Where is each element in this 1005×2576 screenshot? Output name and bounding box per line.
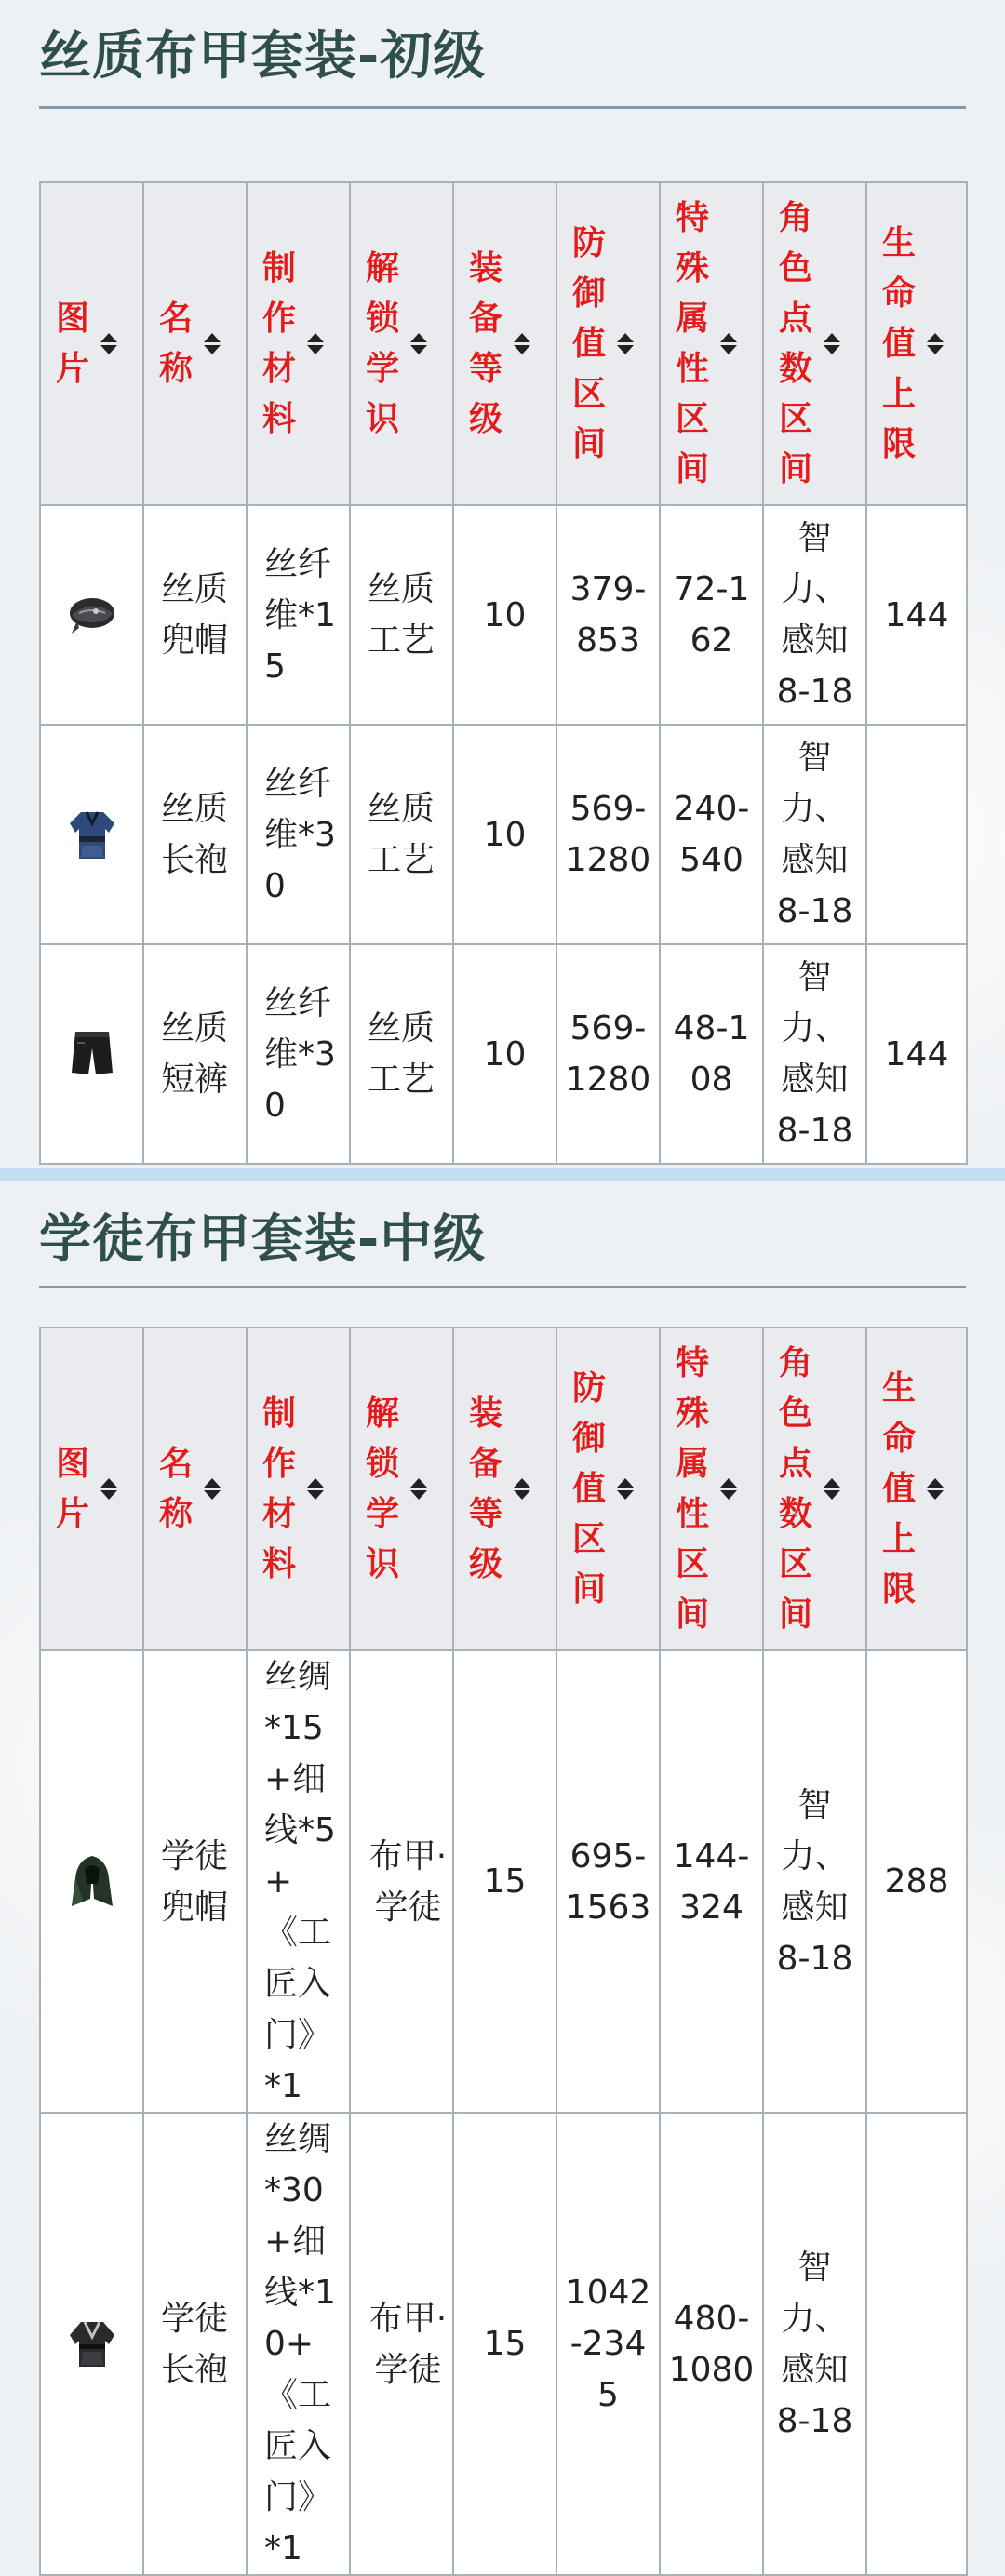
sort-icon[interactable] [100, 1478, 117, 1500]
item-hp: 144 [866, 944, 967, 1164]
title-underline [39, 1286, 966, 1288]
sort-icon[interactable] [617, 333, 634, 354]
item-hp [866, 2113, 967, 2575]
item-unlock: 布甲·学徒 [350, 2113, 453, 2575]
section-silk-set [0, 0, 1005, 1168]
dark-robe-icon [64, 2315, 120, 2374]
sort-icon[interactable] [824, 333, 840, 354]
section-title: 丝质布甲套装-初级 [39, 26, 487, 87]
header-name[interactable]: 名称 [143, 1328, 247, 1650]
header-image[interactable]: 图片 [40, 1328, 143, 1650]
item-defense: 569-1280 [556, 944, 660, 1164]
sort-icon[interactable] [617, 1478, 634, 1500]
item-defense: 379-853 [556, 505, 660, 725]
header-level[interactable]: 装备等级 [453, 182, 556, 505]
header-name[interactable]: 名称 [143, 182, 247, 505]
item-image [40, 725, 143, 944]
table-header-row [40, 182, 967, 505]
blue-robe-icon [64, 805, 120, 864]
header-unlock[interactable]: 解锁学识 [350, 182, 453, 505]
header-level[interactable]: 装备等级 [453, 1328, 556, 1650]
sort-icon[interactable] [927, 333, 944, 354]
section-title: 学徒布甲套装-中级 [39, 1209, 487, 1270]
section-divider [0, 1168, 1005, 1181]
equipment-table [39, 1327, 968, 2576]
header-hp[interactable]: 生命值上限 [866, 1328, 967, 1650]
item-name: 丝质兜帽 [143, 505, 247, 725]
item-material: 丝纤维*15 [247, 505, 350, 725]
header-material[interactable]: 制作材料 [247, 1328, 350, 1650]
item-unlock: 丝质工艺 [350, 944, 453, 1164]
header-points[interactable]: 角色点数区间 [763, 1328, 866, 1650]
header-material[interactable]: 制作材料 [247, 182, 350, 505]
item-points: 智力、感知8-18 [763, 725, 866, 944]
header-image[interactable]: 图片 [40, 182, 143, 505]
item-points: 智力、感知8-18 [763, 2113, 866, 2575]
item-hp: 144 [866, 505, 967, 725]
item-unlock: 布甲·学徒 [350, 1650, 453, 2113]
black-shorts-icon [64, 1024, 120, 1084]
header-defense[interactable]: 防御值区间 [556, 182, 660, 505]
item-hp: 288 [866, 1650, 967, 2113]
item-level: 15 [453, 2113, 556, 2575]
item-name: 丝质长袍 [143, 725, 247, 944]
table-row [40, 1650, 967, 2113]
item-material: 丝纤维*30 [247, 725, 350, 944]
sort-icon[interactable] [410, 1478, 427, 1500]
header-points[interactable]: 角色点数区间 [763, 182, 866, 505]
section-apprentice-set [0, 1181, 1005, 2568]
item-image [40, 944, 143, 1164]
item-material: 丝纤维*30 [247, 944, 350, 1164]
table-row [40, 944, 967, 1164]
item-material: 丝绸*15+细线*5+《工匠入门》*1 [247, 1650, 350, 2113]
sort-icon[interactable] [720, 1478, 737, 1500]
sort-icon[interactable] [307, 1478, 324, 1500]
item-special: 480-1080 [660, 2113, 763, 2575]
sort-icon[interactable] [824, 1478, 840, 1500]
item-level: 15 [453, 1650, 556, 2113]
table-row [40, 725, 967, 944]
sort-icon[interactable] [307, 333, 324, 354]
item-image [40, 2113, 143, 2575]
item-defense: 695-1563 [556, 1650, 660, 2113]
item-special: 48-108 [660, 944, 763, 1164]
item-defense: 569-1280 [556, 725, 660, 944]
sort-icon[interactable] [100, 333, 117, 354]
sort-icon[interactable] [514, 1478, 530, 1500]
header-special[interactable]: 特殊属性区间 [660, 1328, 763, 1650]
sort-icon[interactable] [204, 1478, 221, 1500]
equipment-table [39, 181, 968, 1165]
item-special: 72-162 [660, 505, 763, 725]
bandana-hat-icon [64, 585, 120, 645]
sort-icon[interactable] [410, 333, 427, 354]
header-defense[interactable]: 防御值区间 [556, 1328, 660, 1650]
item-image [40, 1650, 143, 2113]
item-material: 丝绸*30+细线*10+《工匠入门》*1 [247, 2113, 350, 2575]
item-special: 144-324 [660, 1650, 763, 2113]
header-hp[interactable]: 生命值上限 [866, 182, 967, 505]
header-special[interactable]: 特殊属性区间 [660, 182, 763, 505]
green-hood-icon [64, 1852, 120, 1912]
item-level: 10 [453, 944, 556, 1164]
title-underline [39, 106, 966, 109]
item-level: 10 [453, 725, 556, 944]
item-defense: 1042-2345 [556, 2113, 660, 2575]
sort-icon[interactable] [720, 333, 737, 354]
item-unlock: 丝质工艺 [350, 725, 453, 944]
item-image [40, 505, 143, 725]
item-name: 学徒长袍 [143, 2113, 247, 2575]
item-points: 智力、感知8-18 [763, 944, 866, 1164]
item-unlock: 丝质工艺 [350, 505, 453, 725]
sort-icon[interactable] [927, 1478, 944, 1500]
item-hp [866, 725, 967, 944]
table-header-row [40, 1328, 967, 1650]
item-name: 学徒兜帽 [143, 1650, 247, 2113]
header-unlock[interactable]: 解锁学识 [350, 1328, 453, 1650]
table-row [40, 505, 967, 725]
sort-icon[interactable] [204, 333, 221, 354]
sort-icon[interactable] [514, 333, 530, 354]
item-level: 10 [453, 505, 556, 725]
table-row [40, 2113, 967, 2575]
item-name: 丝质短裤 [143, 944, 247, 1164]
item-points: 智力、感知8-18 [763, 1650, 866, 2113]
item-special: 240-540 [660, 725, 763, 944]
item-points: 智力、感知8-18 [763, 505, 866, 725]
